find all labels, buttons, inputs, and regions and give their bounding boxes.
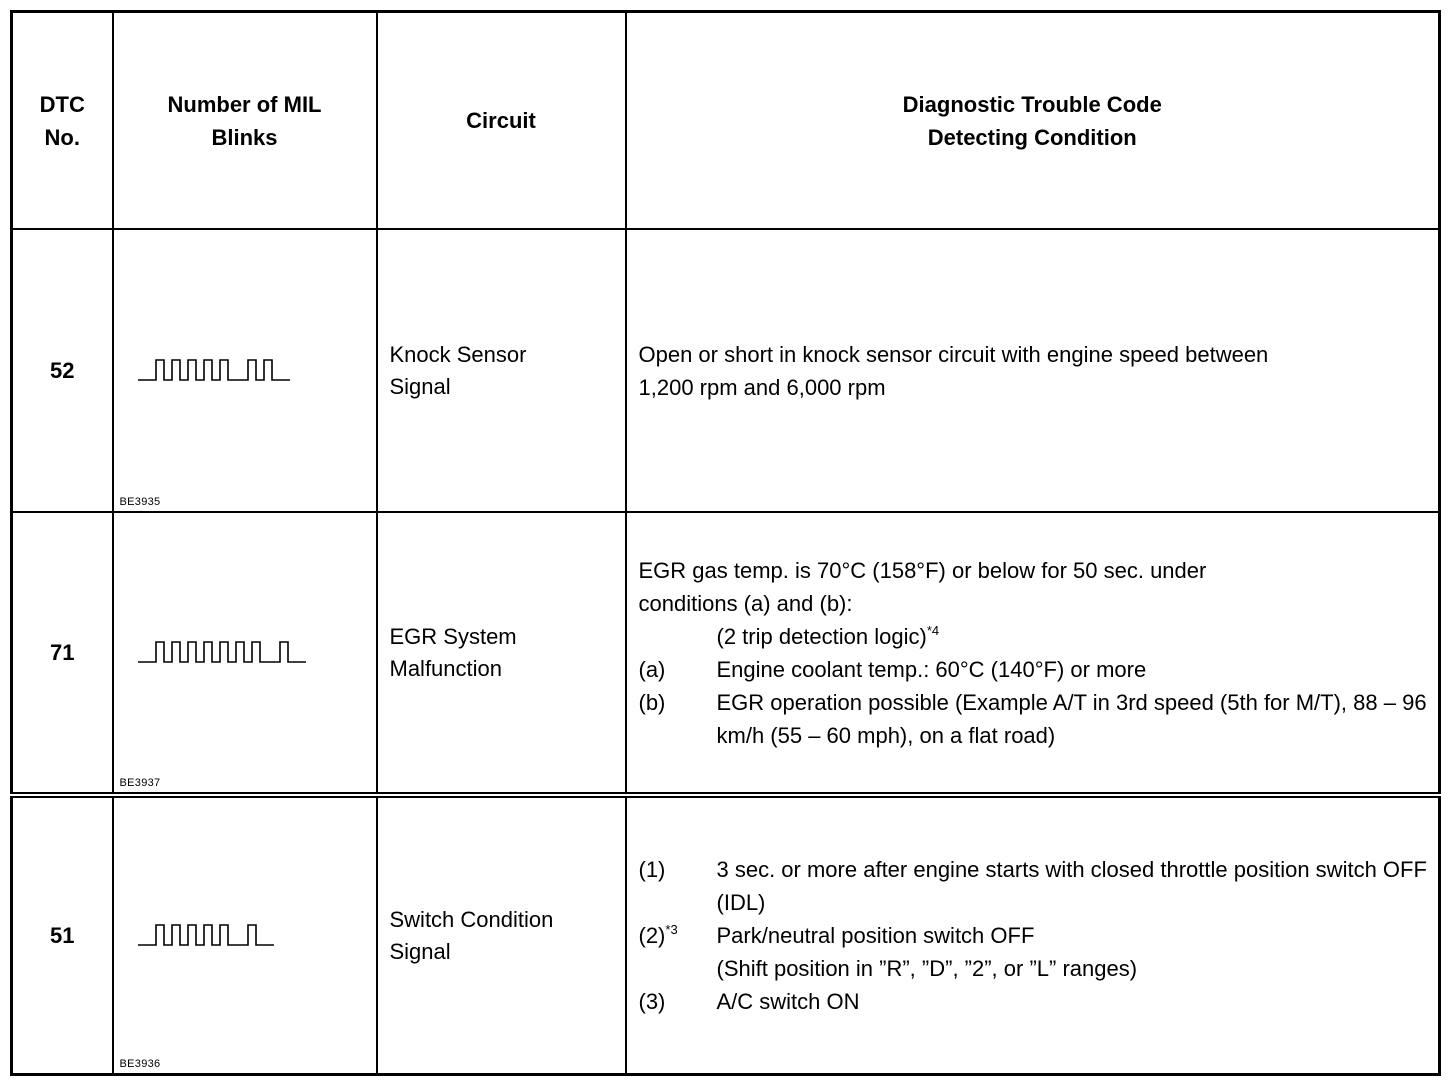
dtc-number: 71 [12, 512, 113, 795]
circuit-cell [377, 795, 626, 1075]
condition-cell [626, 512, 1440, 795]
condition-line: EGR gas temp. is 70°C (158°F) or below for 50 sec. under [638, 557, 1207, 583]
table-row [12, 512, 1440, 795]
condition-line: 1,200 rpm and 6,000 rpm [638, 374, 886, 400]
footnote-marker: *3 [665, 922, 678, 937]
item-tag: (b) [638, 689, 666, 715]
circuit-line: Switch Condition [389, 906, 554, 932]
mil-blink-waveform-icon [138, 921, 368, 951]
blink-waveform-path [138, 642, 306, 662]
dtc-number: 51 [12, 795, 113, 1075]
figure-code: BE3935 [119, 496, 161, 508]
item-text: 3 sec. or more after engine starts with closed throttle position switch OFF (IDL) [716, 857, 1427, 915]
header-blinks: Number of MIL Blinks [113, 12, 377, 230]
circuit-cell [377, 229, 626, 512]
condition-line: Open or short in knock sensor circuit with engine speed between [638, 341, 1269, 367]
header-dtc-no: DTC No. [12, 12, 113, 230]
mil-blink-waveform-icon [138, 638, 368, 668]
condition-item [639, 985, 1429, 1018]
item-text: Park/neutral position switch OFF (Shift position in ”R”, ”D”, ”2”, or ”L” ranges) [716, 923, 1138, 981]
blink-pattern-cell [113, 795, 377, 1075]
condition-cell [626, 795, 1440, 1075]
header-condition [626, 12, 1440, 230]
blink-waveform-path [138, 360, 290, 380]
condition-line: conditions (a) and (b): [638, 590, 853, 616]
dtc-table [10, 10, 1441, 1076]
condition-item [639, 686, 1429, 752]
circuit-line: Signal [389, 938, 451, 964]
item-tag: (a) [638, 656, 666, 682]
condition-item [639, 919, 1429, 985]
circuit-cell [377, 512, 626, 795]
condition-cell [626, 229, 1440, 512]
blink-waveform-path [138, 925, 274, 945]
item-tag: (3) [638, 989, 666, 1014]
dtc-number: 52 [12, 229, 113, 512]
figure-code: BE3936 [119, 1058, 161, 1070]
item-text: EGR operation possible (Example A/T in 3rd speed (5th for M/T), 88 – 96 km/h (55 – 60 mph), on a flat road) [716, 689, 1427, 748]
table-row [12, 795, 1440, 1075]
header-condition-line1: Diagnostic Trouble Code [902, 91, 1162, 117]
mil-blink-waveform-icon [138, 356, 368, 386]
blink-pattern-cell [113, 512, 377, 795]
circuit-line: Malfunction [389, 655, 503, 681]
circuit-line: Knock Sensor [389, 341, 527, 367]
header-row [12, 12, 1440, 230]
header-condition-line2: Detecting Condition [927, 124, 1137, 150]
item-tag: $(2)^{*3}$ [638, 922, 678, 948]
blink-pattern-cell [113, 229, 377, 512]
circuit-line: EGR System [389, 623, 517, 649]
circuit-line: Signal [389, 373, 451, 399]
footnote-marker: *4 [926, 622, 940, 638]
table-row [12, 229, 1440, 512]
item-text: A/C switch ON [716, 989, 860, 1014]
figure-code: BE3937 [119, 777, 161, 789]
condition-item [639, 653, 1429, 686]
item-tag: (1) [638, 857, 666, 882]
header-circuit: Circuit [377, 12, 626, 230]
condition-line: (2 trip detection logic)$^{*4}$ [716, 622, 940, 649]
item-text: Engine coolant temp.: 60°C (140°F) or more [716, 656, 1147, 682]
condition-item [639, 853, 1429, 919]
